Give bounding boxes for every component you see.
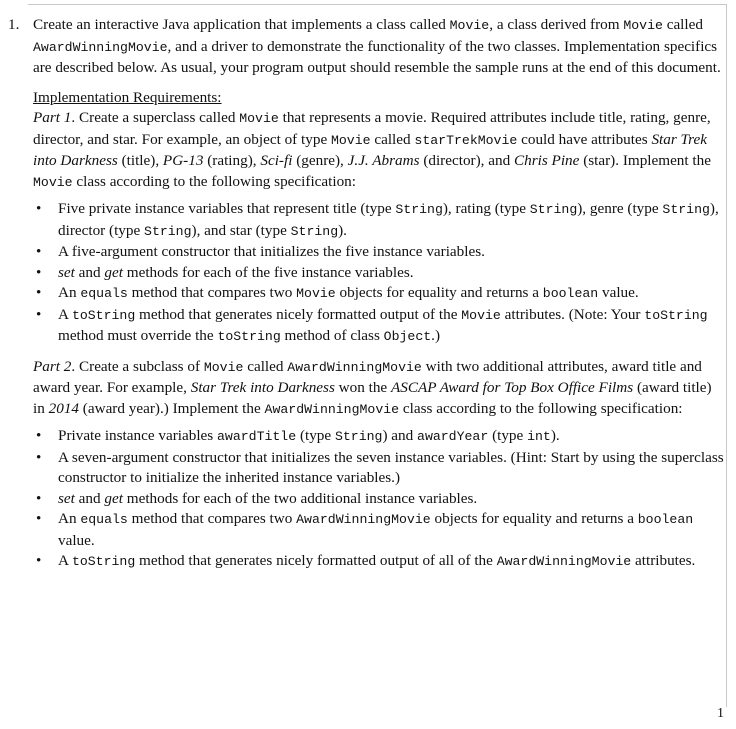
list-item: • set and get methods for each of the two additional instance variables. (36, 489, 478, 507)
list-item: • A seven-argument constructor that initializes the seven instance variables. (Hint: Start by using the superclass constructor to initialize the inherited instance variables.) (36, 448, 724, 486)
page-number: 1 (717, 706, 724, 721)
right-margin-line (726, 4, 727, 707)
list-item: • set and get methods for each of the five instance variables. (36, 263, 414, 281)
part1-paragraph: Part 1. Create a superclass called Movie that represents a movie. Required attributes include title, rating, genre, director, and star. For example, an object of type Movie called starTrekMovie could have attributes Star Trek into Darkness (title), PG-13 (rating), Sci-fi (genre), J.J. Abrams (director), and Chris Pine (star). Implement the Movie class according to the following specification: (33, 109, 711, 190)
list-item: • An equals method that compares two AwardWinningMovie objects for equality and returns a boolean value. (36, 510, 694, 549)
part2-paragraph: Part 2. Create a subclass of Movie called AwardWinningMovie with two additional attributes, award title and award year. For example, Star Trek into Darkness won the ASCAP Award for Top Box Office Films (award title) in 2014 (award year).) Implement the AwardWinningMovie class according to the following specification: (33, 357, 712, 417)
part2-bullet-list (33, 426, 726, 573)
list-item: • An equals method that compares two Movie objects for equality and returns a boolean value. (36, 284, 639, 301)
list-item: • A five-argument constructor that initializes the five instance variables. (36, 243, 485, 260)
list-item: • A toString method that generates nicely formatted output of all of the AwardWinningMovie attributes. (36, 552, 696, 569)
top-divider (28, 4, 726, 5)
part1-bullet-list (33, 199, 726, 348)
list-item: • A toString method that generates nicely formatted output of the Movie attributes. (Note: Your toString method must override the toString method of class Object.) (36, 305, 708, 344)
list-item: • Private instance variables awardTitle (type String) and awardYear (type int). (36, 427, 560, 444)
intro-paragraph: Create an interactive Java application that implements a class called Movie, a class derived from Movie called AwardWinningMovie, and a driver to demonstrate the functionality of the two classes. Implementation specifics are described below. As usual, your program output should resemble the sample runs at the end of this document. (33, 16, 721, 76)
item-number: 1. (8, 16, 20, 33)
section-heading: Implementation Requirements: (33, 88, 222, 106)
content (8, 15, 726, 573)
numbered-item (8, 15, 726, 573)
list-item: • Five private instance variables that represent title (type String), rating (type String), genre (type String), director (type String), and star (type String). (36, 200, 719, 239)
